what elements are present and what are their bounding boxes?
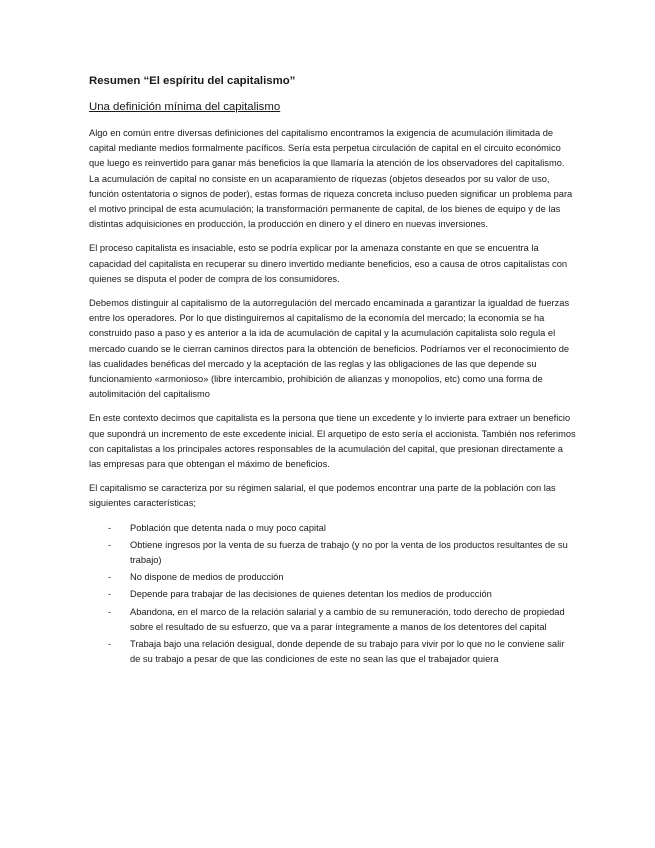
list-item-text: Abandona, en el marco de la relación salarial y a cambio de su remuneración, todo derecho de propiedad sobre el resultado de su esfuerzo, que va a parar íntegramente a manos de los detentores del capital — [130, 606, 565, 632]
list-item-text: Obtiene ingresos por la venta de su fuerza de trabajo (y no por la venta de los productos resultantes de su trabajo) — [130, 539, 568, 566]
bullet-dash: - — [108, 589, 112, 600]
list-item — [89, 587, 577, 602]
bullet-dash: - — [108, 572, 112, 583]
paragraph-4: En este contexto decimos que capitalista es la persona que tiene un excedente y lo invierte para extraer un beneficio que supondrá un incremento de este excedente inicial. El arquetipo de esto sería el accionista. También nos referimos con capitalistas a los principales actores responsables de la acumulación del capital, que presionan directamente a las empresas para que obtengan el máximo de beneficios. — [89, 413, 576, 470]
document-title: Resumen “El espíritu del capitalismo” — [89, 75, 296, 87]
bullet-dash: - — [108, 639, 112, 650]
paragraph-3: Debemos distinguir al capitalismo de la autorregulación del mercado encaminada a garantizar la igualdad de fuerzas entre los operadores. Por lo que distinguiremos al capitalismo de la economía del mercado; la economía se ha construido paso a paso y es anterior a la ida de acumulación de capital y la acumulación capitalista solo regula el mercado cuando se le cierran caminos directos para la obtención de beneficios. Podríamos ver el reconocimiento de las cualidades benéficas del mercado y la aceptación de las reglas y las obligaciones de las que depende su funcionamiento «armonioso» (libre intercambio, prohibición de alianzas y monopolios, etc) como una forma de autolimitación del capitalismo — [89, 298, 570, 400]
bullet-dash: - — [108, 606, 112, 617]
list-item-text: Trabaja bajo una relación desigual, donde depende de su trabajo para vivir por lo que no le conviene salir de su trabajo a pesar de que las condiciones de este no sean las que el trabajador quiera — [130, 639, 565, 665]
paragraph-5: El capitalismo se caracteriza por su régimen salarial, el que podemos encontrar una parte de la población con las siguientes características; — [89, 483, 556, 509]
characteristics-list — [89, 521, 577, 668]
list-item — [89, 605, 577, 635]
bullet-dash: - — [108, 522, 112, 533]
list-item-text: No dispone de medios de producción — [130, 572, 284, 583]
list-item — [89, 538, 577, 568]
bullet-dash: - — [108, 539, 112, 550]
list-item — [89, 521, 577, 536]
list-item — [89, 570, 577, 585]
list-item-text: Población que detenta nada o muy poco capital — [130, 522, 326, 533]
document-body — [89, 74, 577, 670]
paragraph-1: Algo en común entre diversas definiciones del capitalismo encontramos la exigencia de acumulación ilimitada de capital mediante medios formalmente pacíficos. Sería esta perpetua circulación de capital en el circuito económico que luego es reinvertido para ganar más beneficios la que llamaría la atención de los observadores del capitalismo. La acumulación de capital no consiste en un acaparamiento de riquezas (objetos deseados por su valor de uso, función ostentatoria o signos de poder), estas formas de riqueza concreta incluso pueden significar un problema para el motivo principal de esta acumulación; la transformación permanente de capital, de los bienes de equipo y de las distintas adquisiciones en producción, la producción en dinero y el dinero en nuevas inversiones. — [89, 128, 573, 230]
list-item — [89, 637, 577, 667]
paragraph-2: El proceso capitalista es insaciable, esto se podría explicar por la amenaza constante en que se encuentra la capacidad del capitalista en recuperar su dinero invertido mediante beneficios, eso a causa de otros capitalistas con quienes se disputa el poder de compra de los consumidores. — [89, 243, 568, 284]
list-item-text: Depende para trabajar de las decisiones de quienes detentan los medios de producción — [130, 589, 492, 600]
section-heading: Una definición mínima del capitalismo — [89, 101, 281, 113]
